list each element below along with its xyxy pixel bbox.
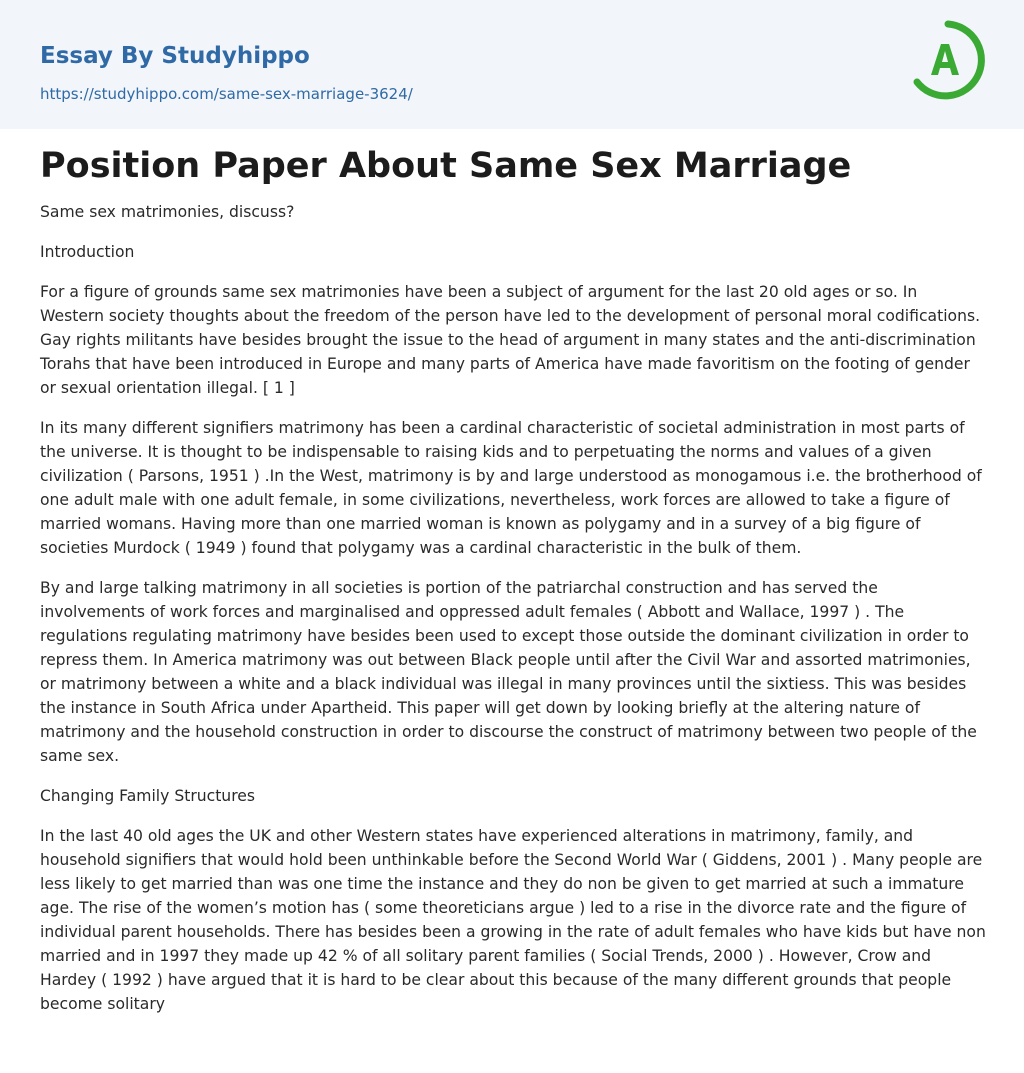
paragraph: In its many different signifiers matrimony has been a cardinal characteristic of societal administration in most parts of the universe. It is thought to be indispensable to raising kids and to perpetuating the norms and values of a given civilization ( Parsons, 1951 ) .In the West, matrimony is by and large understood as monogamous i.e. the brotherhood of one adult male with one adult female, in some civilizations, nevertheless, work forces are allowed to take a figure of married womans. Having more than one married woman is known as polygamy and in a survey of a big figure of societies Murdock ( 1949 ) found that polygamy was a cardinal characteristic in the bulk of them. bbox=[40, 419, 982, 557]
paragraph-prompt: Same sex matrimonies, discuss? bbox=[40, 203, 295, 221]
section-heading-introduction: Introduction bbox=[40, 243, 135, 261]
brand-title[interactable]: Essay By Studyhippo bbox=[40, 43, 310, 69]
paragraph: In the last 40 old ages the UK and other Western states have experienced alterations in matrimony, family, and household signifiers that would hold been unthinkable before the Second World War ( Giddens, 2001 ) . Many people are less likely to get married than was one time the instance and they do non be given to get married at such a immature age. The rise of the women’s motion has ( some theoreticians argue ) led to a rise in the divorce rate and the figure of individual parent households. There has besides been a growing in the rate of adult females who have kids but have non married and in 1997 they made up 42 % of all solitary parent families ( Social Trends, 2000 ) . However, Crow and Hardey ( 1992 ) have argued that it is hard to be clear about this because of the many different grounds that people become solitary bbox=[40, 827, 986, 1013]
source-url-link[interactable]: https://studyhippo.com/same-sex-marriage-3624/ bbox=[40, 85, 413, 103]
site-header bbox=[0, 0, 1024, 129]
paragraph: For a figure of grounds same sex matrimonies have been a subject of argument for the last 20 old ages or so. In Western society thoughts about the freedom of the person have led to the development of personal moral codifications. Gay rights militants have besides brought the issue to the head of argument in many states and the anti-discrimination Torahs that have been introduced in Europe and many parts of America have made favoritism on the footing of gender or sexual orientation illegal. [ 1 ] bbox=[40, 283, 981, 397]
paragraph: By and large talking matrimony in all societies is portion of the patriarchal construction and has served the involvements of work forces and marginalised and oppressed adult females ( Abbott and Wallace, 1997 ) . The regulations regulating matrimony have besides been used to except those outside the dominant civilization in order to repress them. In America matrimony was out between Black people until after the Civil War and assorted matrimonies, or matrimony between a white and a black individual was illegal in many provinces until the sixtiess. This was besides the instance in South Africa under Apartheid. This paper will get down by looking briefly at the altering nature of matrimony and the household construction in order to discourse the construct of matrimony between two people of the same sex. bbox=[40, 579, 977, 765]
section-heading-changing-family-structures: Changing Family Structures bbox=[40, 787, 255, 805]
page-title: Position Paper About Same Sex Marriage bbox=[40, 146, 852, 186]
article-body bbox=[40, 200, 986, 1032]
studyhippo-logo-icon[interactable] bbox=[908, 18, 988, 106]
